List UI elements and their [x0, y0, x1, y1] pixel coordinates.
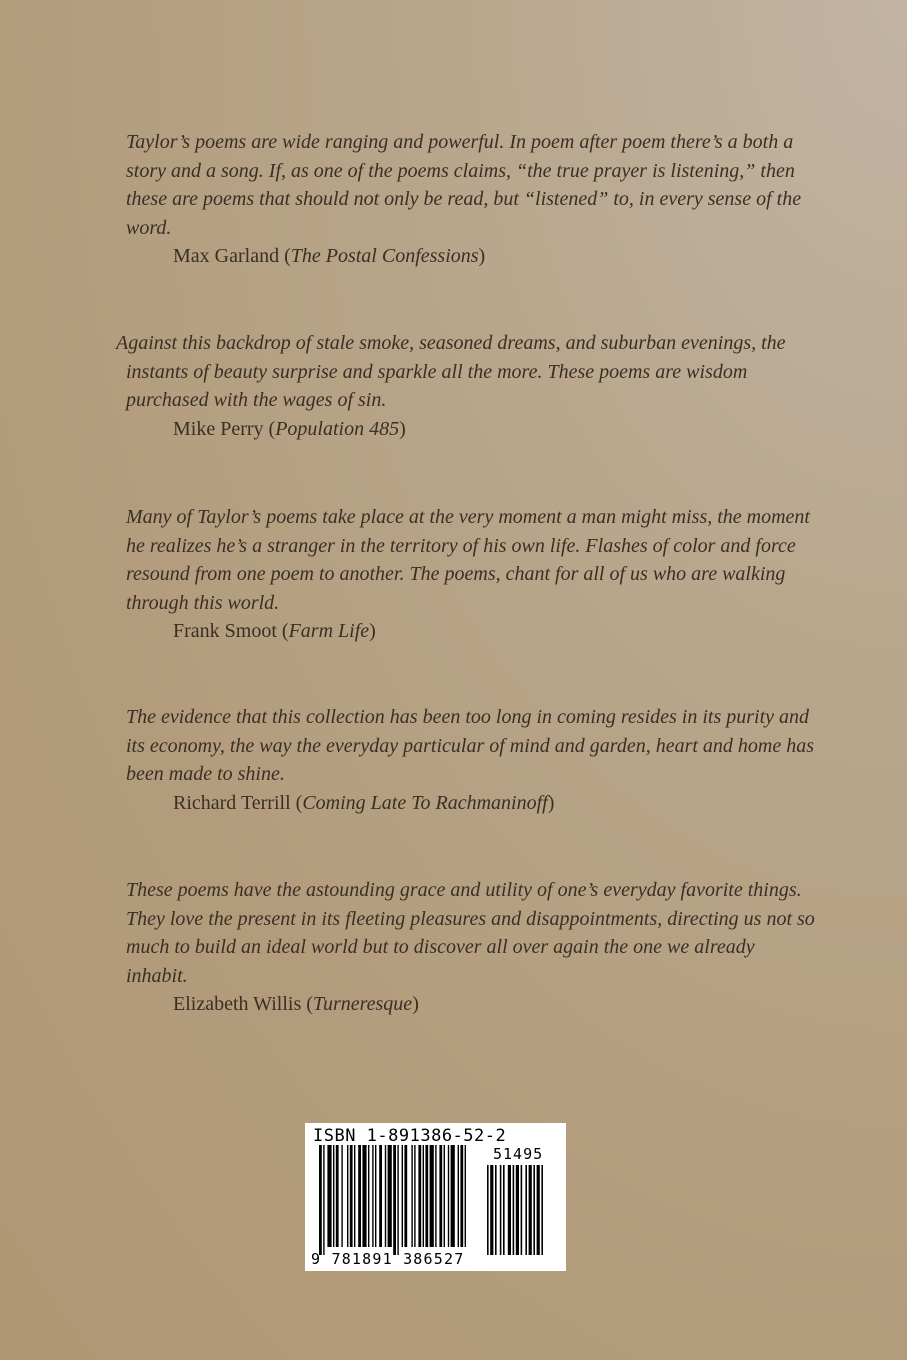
blurb-book-title: The Postal Confessions: [290, 245, 479, 267]
blurb-quote: These poems have the astounding grace and utility of one’s everyday favorite things. They love the present in its fleeting pleasures and disappointments, directing us not so much to build an ideal world but to discover all over again the one we already inhabit.: [126, 879, 815, 987]
blurb-attribution: Elizabeth Willis (Turneresque): [173, 993, 419, 1015]
blurb-attribution: Max Garland (The Postal Confessions): [173, 245, 486, 267]
price-code: 51495: [493, 1145, 544, 1163]
blurb-quote: The evidence that this collection has been too long in coming resides in its purity and its economy, the way the everyday particular of mind and garden, heart and home has been made to shine.: [126, 706, 815, 785]
blurb-4: [126, 703, 816, 817]
isbn-barcode: [305, 1123, 566, 1271]
blurb-3: [126, 503, 816, 646]
blurb-1: [126, 128, 816, 271]
blurb-attribution: Richard Terrill (Coming Late To Rachmaninoff): [173, 791, 555, 814]
blurb-author: Frank Smoot: [173, 620, 277, 642]
blurb-author: Elizabeth Willis: [173, 993, 302, 1015]
blurb-5: [126, 876, 816, 1019]
isbn-label: ISBN 1-891386-52-2: [313, 1126, 507, 1146]
blurb-book-title: Turneresque: [312, 993, 413, 1015]
blurb-quote: Taylor’s poems are wide ranging and powerful. In poem after poem there’s a both a story and a song. If, as one of the poems claims, “the true prayer is listening,” then these are poems that should not only be read, but “listened” to, in every sense of the word.: [126, 131, 802, 239]
blurb-book-title: Farm Life: [288, 620, 370, 642]
blurb-author: Mike Perry: [173, 417, 264, 440]
blurb-author: Richard Terrill: [173, 791, 291, 814]
blurb-quote: Many of Taylor’s poems take place at the very moment a man might miss, the moment he realizes he’s a stranger in the territory of his own life. Flashes of color and force resound from one poem to another. The poems, chant for all of us who are walking through this world.: [126, 506, 810, 614]
blurb-quote: Against this backdrop of stale smoke, seasoned dreams, and suburban evenings, the instants of beauty surprise and sparkle all the more. These poems are wisdom purchased with the wages of sin.: [116, 332, 786, 411]
blurb-attribution: Frank Smoot (Farm Life): [173, 620, 376, 642]
blurb-author: Max Garland: [173, 245, 280, 267]
blurb-2: [116, 329, 816, 443]
blurb-book-title: Population 485: [275, 417, 400, 440]
blurb-book-title: Coming Late To Rachmaninoff: [302, 791, 548, 814]
ean-digits: 9 781891 386527: [311, 1250, 465, 1268]
blurb-attribution: Mike Perry (Population 485): [173, 417, 406, 440]
